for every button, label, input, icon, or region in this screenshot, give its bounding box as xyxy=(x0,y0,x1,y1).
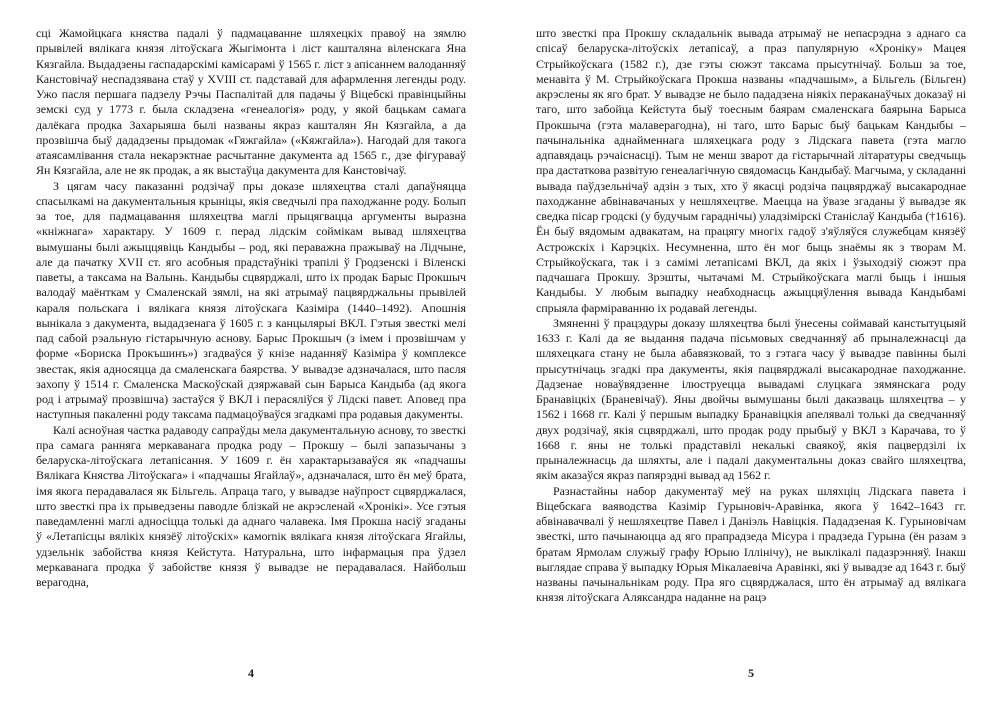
left-page-text xyxy=(36,26,466,590)
paragraph: сці Жамойцкага княства падалі ў падмацаванне шляхецкіх правоў на зямлю прывілей вялікага князя літоўскага Жыгімонта і ліст кашталяна віленскага Яна Кязгайла. Выдадзены гаспадарскімі камісарамі ў 1565 г. ліст з апісаннем валоданняў Канстовічаў неспадзявана стаў у XVIII ст. падставай для афармлення легенды роду. Ужо пасля першага падзелу Рэчы Паспалітай для падачы ў Віцебскі правінцыйны земскі суд у 1773 г. была складзена «генеалогія» роду, у якой бацькам самага далёкага продка Захарыяша былі названы якраз кашталян Ян Кязгайла, а да прозвішча быў дададзены прыдомак «Гяжгайла» («Кяжгайла»). Нагодай для такога атаясамлівання стала некарэктнае расчытанне дакумента ад 1565 г., дзе фігураваў Ян Кязгайла, але не як продак, а як выстаўца дакумента для Канстовічаў. xyxy=(36,26,466,178)
paragraph: Калі асноўная частка радаводу сапраўды мела дакументальную аснову, то звесткі пра самага ранняга меркаванага продка роду – Прокшу – былі запазычаны з беларуска-літоўскага летапісання. У 1609 г. ён характарызаваўся як «падчашы Вялікага Княства Літоўскага» і «падчашы Ягайлаў», адзначалася, што ён меў брата, імя якога перадавалася як Більгель. Апраца таго, у вывадзе наўпрост сцвярджалася, што звесткі пра іх прыведзены паводле блізкай не акрэсленай «Хронікі». Усе гэтыя паведамленні маглі адносіцца толькі да аднаго чалавека. Імя Прокша насіў згаданы ў «Летапісцы вялікіх князёў літоўскіх» камornік вялікага князя літоўскага Ягайлы, удзельнік забойства князя Кейстута. Натуральна, што інфармацыя пра ўдзел меркаванага продка ў забойстве князя ў вывадзе не перадавалася. Найбольш верагодна, xyxy=(36,422,466,589)
paragraph: З цягам часу паказанні родзічаў пры доказе шляхецтва сталі дапаўняцца спасылкамі на дакументальныя крыніцы, якія сведчылі пра паходжанне роду. Болып за тое, для падмацавання шляхецтва маглі прыцягвацца аргументы выразна «кніжнага» характару. У 1609 г. перад лідскім соймікам вывад шляхецтва вымушаны былі ажыццявіць Кандыбы – род, які пераважна пражываў на Лідчыне, але да пачатку XVII ст. яго асобныя прадстаўнікі трапілі ў Гродзенскі і Віленскі паветы, а таксама на Валынь. Кандыбы сцвярджалі, што іх продак Барыс Прокшыч валодаў маёнткам у Смаленскай зямлі, на які атрымаў пацвярджальны прывілей караля польскага і вялікага князя літоўскага Казіміра (1440–1492). Апошнія вынікала з дакумента, выдадзенага ў 1605 г. з канцылярыі ВКЛ. Гэтыя звесткі мелі пад сабой рэальную гістарычную аснову. Барыс Прокшыч (з імем і прозвішчам у форме «Бориска Прокъшинъ») згадваўся ў кнізе наданняў Казіміра ў комплексе звестак, якія адносяцца да смаленскага баярства. У вывадзе адзначалася, што пасля захопу ў 1514 г. Смаленска Маскоўскай дзяржавай сын Барыса Кандыба (ад якога род і атрымаў прозвішча) застаўся ў ВКЛ і перасяліўся ў Лідскі павет. Аповед пра наступныя пакаленні роду таксама падмацоўваўся згадкамі пра родавыя дакументы. xyxy=(36,178,466,422)
page-number: 4 xyxy=(248,666,254,680)
paragraph: Разнастайны набор дакументаў меў на руках шляхціц Лідскага павета і Віцебскага ваяводства Казімір Гурыновіч-Аравінка, якога ў 1642–1643 гг. абвінавачвалі ў нешляхецтве Павел і Даніэль Навіцкія. Пададзеная К. Гурыновічам звесткі, што пачынаюцца ад яго прапрадзеда Місура і прадзеда Гурына (ён разам з братам Ярмолам служыў графу Юрыю Іллінічу), не выклікалі падазрэнняў. Інакш выглядае справа ў выпадку Юрыя Мікалаевіча Аравінкі, які ў вывадзе ад 1643 г. быў названы пачынальнікам роду. Пра яго сцвярджалася, што ён атрымаў ад вялікага князя літоўскага Аляксандра наданне на рацэ xyxy=(536,483,966,605)
left-page xyxy=(36,26,466,706)
paragraph: Змяненні ў працэдуры доказу шляхецтва былі ўнесены соймавай канстытуцыяй 1633 г. Калі да яе выдання падача пісьмовых сведчанняў аб прыналежнасці да шляхецкага стану не была абавязковай, то з гэтага часу ў вывадзе павінны былі прысутнічаць згадкі пра дакументы, якія пацвярджалі высакароднае паходжанне. Дадзенае новаўвядзенне ілюструецца вывадамі слуцкага зямянскага роду Бранавіцкіх (Браневічаў). Яны двойчы вымушаны былі даказваць шляхецтва – у 1562 і 1668 гг. Калі ў першым выпадку Бранавіцкія апелявалі толькі да сведчанняў двух родзічаў, якія сцвярджалі, што продак роду прыбыў у ВКЛ з Карачава, то ў 1668 г. яны не толькі прадставілі некалькі сваякоў, якія пацвердзілі іх прыналежнасць да шляхты, але і падалі дакументальны доказ свайго шляхецтва, якім аказаўся якраз папярэдні вывад ад 1562 г. xyxy=(536,315,966,483)
right-page xyxy=(536,26,966,706)
page-number: 5 xyxy=(748,666,754,680)
right-page-text xyxy=(536,26,966,606)
paragraph: што звесткі пра Прокшу складальнік вывада атрымаў не непасрэдна з аднаго са спісаў беларуска-літоўскіх летапісаў, а праз папулярную «Хроніку» Мацея Стрыйкоўскага (1582 г.), дзе гэты сюжэт таксама прысутнічаў. Больш за тое, менавіта ў М. Стрыйкоўскага Прокша названы «падчашым», а Більгель (Більген) акрэслены як яго брат. У вывадзе не было пададзена ніякіх пераканаўчых доказаў ні таго, што забойца Кейстута быў тоесным баярам смаленскага баярына Барыса Прокшыча (гэта малаверагодна), ні таго, што Барыс быў бацькам Кандыбы – пачынальніка аднайменнага шляхецкага роду з Лідскага павета (гэта магло адпавядаць рэчаіснасці). Тым не менш зварот да гістарычнай літаратуры сведчыць пра дастаткова развітую генеалагічную свядомасць Кандыбаў. Магчыма, у складанні вывада паўдзельнічаў адзін з тых, хто ў якасці родзіча пацвярджаў высакароднае паходжанне абвінавачаных у нешляхецтве. Маецца на ўвазе згаданы ў вывадзе як сведка пісар гродскі (у будучым гараднічы) уладзімірскі Станіслаў Кандыба (†1616). Ён быў вядомым адвакатам, на працягу многіх гадоў з'яўляўся служебцам князёў Астрожскіх і Карэцкіх. Несумненна, што ён мог быць знаёмы як з творам М. Стрыйкоўскага, так і з самімі летапісамі ВКЛ, да якіх і ўзыходзіў сюжэт пра падчашага Прокшу. Зрэшты, чытачамі М. Стрыйкоўскага маглі быць і іншыя Кандыбы. У любым выпадку неабходнасць ажыццяўлення вывада Кандыбамі спрыяла фарміраванню іх родавай легенды. xyxy=(536,26,967,315)
